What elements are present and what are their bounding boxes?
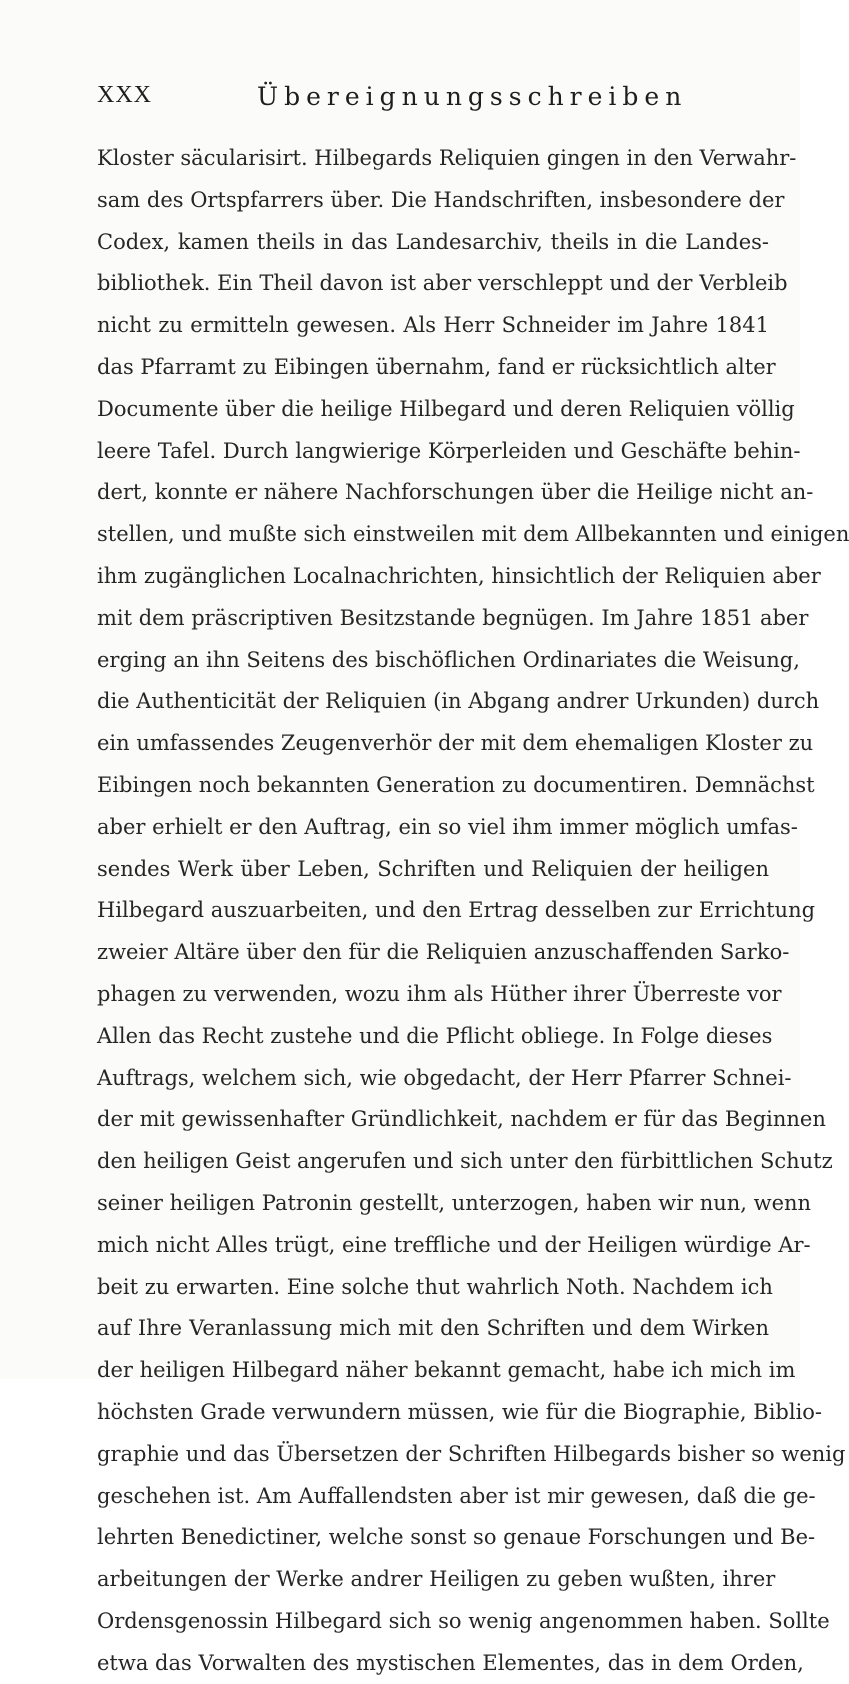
text-line: Eibingen noch bekannten Generation zu documentiren. Demnächst bbox=[97, 772, 815, 797]
text-line: Codex, kamen theils in das Landesarchiv, theils in die Landes- bbox=[97, 229, 769, 254]
text-line: lehrten Benedictiner, welche sonst so genaue Forschungen und Be- bbox=[97, 1525, 816, 1550]
text-line: Ordensgenossin Hilbegard sich so wenig angenommen haben. Sollte bbox=[97, 1608, 830, 1633]
text-line: nicht zu ermitteln gewesen. Als Herr Schneider im Jahre 1841 bbox=[97, 313, 769, 338]
text-line: das Pfarramt zu Eibingen übernahm, fand er rücksichtlich alter bbox=[97, 354, 776, 379]
text-line: dert, konnte er nähere Nachforschungen über die Heilige nicht an- bbox=[97, 480, 814, 505]
text-line: stellen, und mußte sich einstweilen mit dem Allbekannten und einigen bbox=[97, 522, 849, 547]
text-line: ein umfassendes Zeugenverhör der mit dem ehemaligen Kloster zu bbox=[97, 731, 814, 756]
text-line: Auftrags, welchem sich, wie obgedacht, der Herr Pfarrer Schnei- bbox=[97, 1065, 792, 1090]
text-line: zweier Altäre über den für die Reliquien anzuschaffenden Sarko- bbox=[97, 940, 790, 965]
text-line: Hilbegard auszuarbeiten, und den Ertrag desselben zur Errichtung bbox=[97, 898, 816, 923]
text-line: auf Ihre Veranlassung mich mit den Schriften und dem Wirken bbox=[97, 1316, 769, 1341]
text-line: bibliothek. Ein Theil davon ist aber verschleppt und der Verbleib bbox=[97, 271, 788, 296]
text-line: graphie und das Übersetzen der Schriften Hilbegards bisher so wenig bbox=[97, 1441, 846, 1466]
text-line: Documente über die heilige Hilbegard und deren Reliquien völlig bbox=[97, 396, 795, 421]
text-line: mit dem präscriptiven Besitzstande begnügen. Im Jahre 1851 aber bbox=[97, 605, 809, 630]
running-head bbox=[97, 82, 767, 122]
text-line: aber erhielt er den Auftrag, ein so viel ihm immer möglich umfas- bbox=[97, 814, 798, 839]
text-line: Kloster säcularisirt. Hilbegards Reliquien gingen in den Verwahr- bbox=[97, 146, 797, 170]
text-line: arbeitungen der Werke andrer Heiligen zu geben wußten, ihrer bbox=[97, 1567, 776, 1592]
text-line: sam des Ortspfarrers über. Die Handschriften, insbesondere der bbox=[97, 187, 785, 212]
text-line: Allen das Recht zustehe und die Pflicht obliege. In Folge dieses bbox=[97, 1023, 773, 1048]
text-line: seiner heiligen Patronin gestellt, unterzogen, haben wir nun, wenn bbox=[97, 1190, 812, 1215]
text-line: der heiligen Hilbegard näher bekannt gemacht, habe ich mich im bbox=[97, 1358, 796, 1383]
text-line: phagen zu verwenden, wozu ihm als Hüther ihrer Überreste vor bbox=[97, 981, 782, 1006]
text-line: etwa das Vorwalten des mystischen Elementes, das in dem Orden, bbox=[97, 1650, 804, 1675]
text-line: den heiligen Geist angerufen und sich unter den fürbittlichen Schutz bbox=[97, 1149, 833, 1174]
text-line: der mit gewissenhafter Gründlichkeit, nachdem er für das Beginnen bbox=[97, 1107, 826, 1132]
running-title: Übereignungsschreiben bbox=[257, 82, 688, 111]
page-number: XXX bbox=[97, 82, 152, 108]
text-line: die Authenticität der Reliquien (in Abgang andrer Urkunden) durch bbox=[97, 689, 820, 714]
text-line: ihm zugänglichen Localnachrichten, hinsichtlich der Reliquien aber bbox=[97, 563, 821, 588]
text-line: beit zu erwarten. Eine solche thut wahrlich Noth. Nachdem ich bbox=[97, 1274, 773, 1299]
text-line: höchsten Grade verwundern müssen, wie für die Biographie, Biblio- bbox=[97, 1399, 823, 1424]
body-text bbox=[97, 138, 849, 1684]
text-line: sendes Werk über Leben, Schriften und Reliquien der heiligen bbox=[97, 856, 769, 881]
text-line: geschehen ist. Am Auffallendsten aber ist mir gewesen, daß die ge- bbox=[97, 1483, 816, 1508]
text-line: erging an ihn Seitens des bischöflichen Ordinariates die Weisung, bbox=[97, 647, 800, 672]
text-line: mich nicht Alles trügt, eine treffliche und der Heiligen würdige Ar- bbox=[97, 1232, 811, 1257]
text-line: leere Tafel. Durch langwierige Körperleiden und Geschäfte behin- bbox=[97, 438, 801, 463]
